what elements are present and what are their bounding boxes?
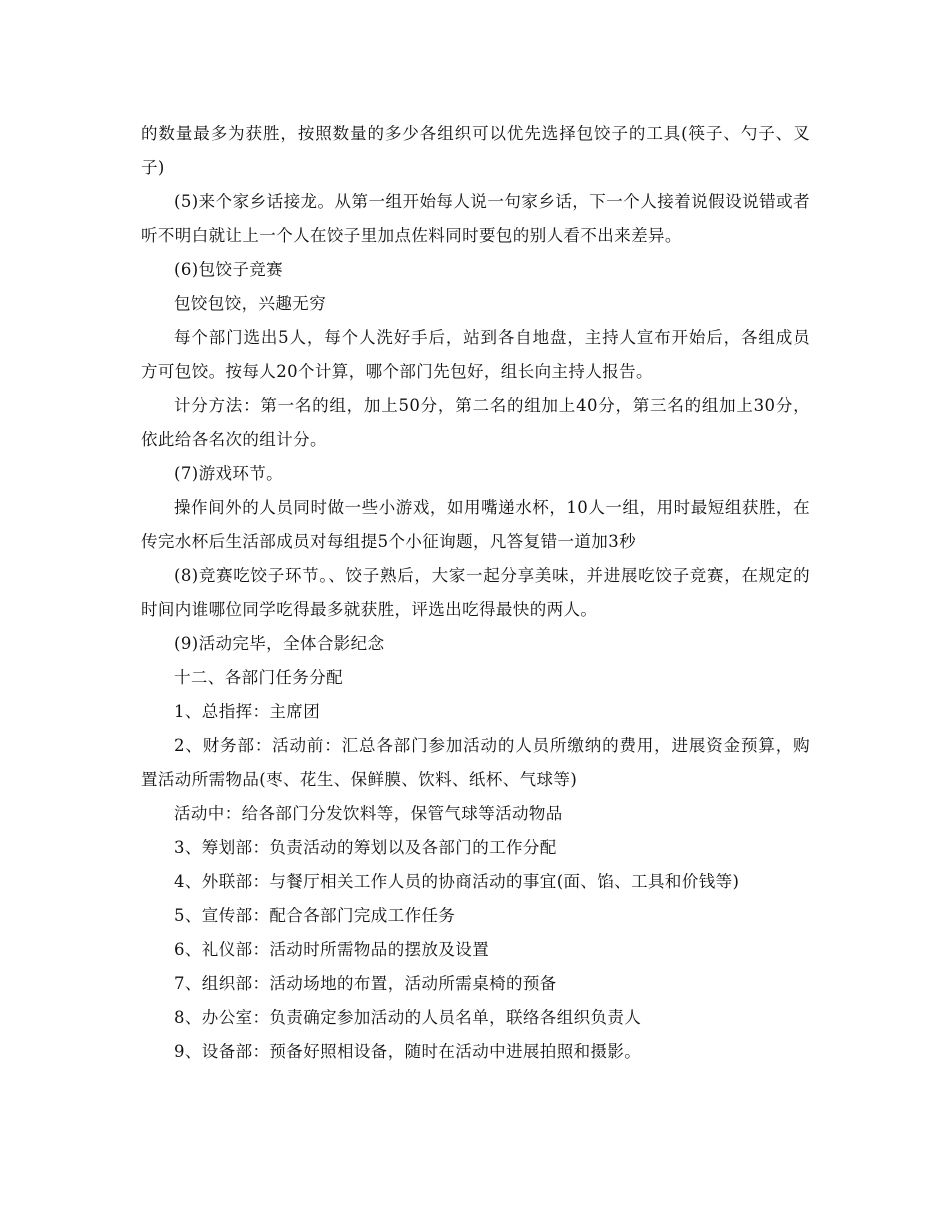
section-heading: 十二、各部门任务分配: [174, 668, 343, 687]
list-item: 7、组织部：活动场地的布置，活动所需桌椅的预备: [174, 974, 557, 993]
paragraph: (6)包饺子竞赛: [174, 260, 284, 279]
paragraph: 每个部门选出5人，每个人洗好手后，站到各自地盘，主持人宣布开始后，各组成员方可包饺。按每人20个计算，哪个部门先包好，组长向主持人报告。: [141, 328, 810, 381]
list-item: 8、办公室：负责确定参加活动的人员名单，联络各组织负责人: [174, 1008, 642, 1027]
paragraph: (7)游戏环节。: [174, 464, 284, 483]
paragraph: (5)来个家乡话接龙。从第一组开始每人说一句家乡话，下一个人接着说假设说错或者听不明白就让上一个人在饺子里加点佐料同时要包的别人看不出来差异。: [141, 192, 810, 245]
paragraph: 的数量最多为获胜，按照数量的多少各组织可以优先选择包饺子的工具(筷子、勺子、叉子): [141, 124, 810, 177]
list-item: 6、礼仪部：活动时所需物品的摆放及设置: [174, 940, 490, 959]
paragraph: 包饺包饺，兴趣无穷: [174, 294, 327, 313]
list-item: 3、筹划部：负责活动的筹划以及各部门的工作分配: [174, 838, 557, 857]
list-item: 9、设备部：预备好照相设备，随时在活动中进展拍照和摄影。: [174, 1042, 642, 1061]
paragraph: (8)竞赛吃饺子环节。、饺子熟后，大家一起分享美味，并进展吃饺子竞赛，在规定的时间内谁哪位同学吃得最多就获胜，评选出吃得最快的两人。: [141, 566, 810, 619]
list-item: 4、外联部：与餐厅相关工作人员的协商活动的事宜(面、馅、工具和价钱等): [174, 872, 740, 891]
document-page: [141, 117, 810, 1069]
list-item: 1、总指挥：主席团: [174, 702, 321, 721]
list-item: 2、财务部：活动前：汇总各部门参加活动的人员所缴纳的费用，进展资金预算，购置活动所需物品(枣、花生、保鲜膜、饮料、纸杯、气球等): [141, 736, 810, 789]
paragraph: (9)活动完毕，全体合影纪念: [174, 634, 385, 653]
paragraph: 操作间外的人员同时做一些小游戏，如用嘴递水杯，10人一组，用时最短组获胜，在传完水杯后生活部成员对每组提5个小征询题，凡答复错一道加3秒: [141, 498, 810, 551]
list-item: 活动中：给各部门分发饮料等，保管气球等活动物品: [174, 804, 563, 823]
paragraph: 计分方法：第一名的组，加上50分，第二名的组加上40分，第三名的组加上30分，依此给各名次的组计分。: [141, 396, 810, 449]
list-item: 5、宣传部：配合各部门完成工作任务: [174, 906, 456, 925]
